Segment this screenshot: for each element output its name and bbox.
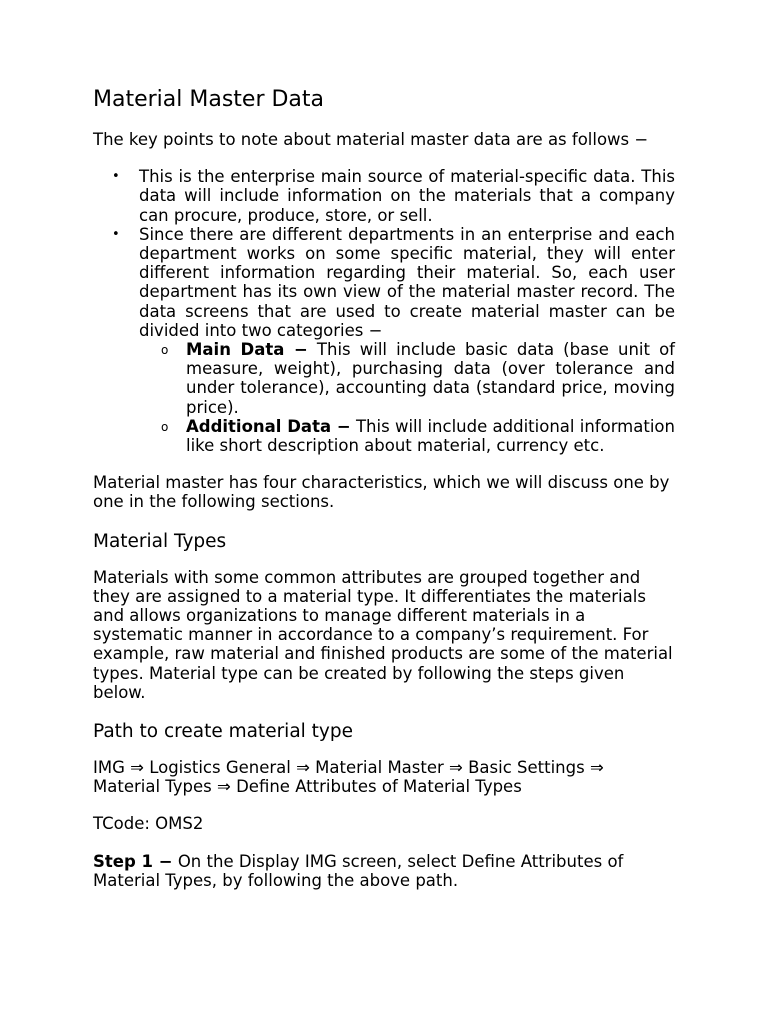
circle-bullet-icon: o	[161, 343, 169, 358]
tcode-text: TCode: OMS2	[93, 814, 204, 834]
path-heading: Path to create material type	[93, 721, 354, 743]
page-title: Material Master Data	[93, 87, 325, 112]
img-path-text: IMG ⇒ Logistics General ⇒ Material Master ⇒ Basic Settings ⇒ Material Types ⇒ Define Attributes of Material Types	[93, 758, 604, 797]
intro-paragraph: The key points to note about material master data are as follows −	[93, 130, 649, 149]
material-types-heading: Material Types	[93, 530, 227, 552]
main-data-text: This will include basic data (base unit of measure, weight), purchasing data (over tolerance and under tolerance), accounting data (standard price, moving price).	[186, 340, 675, 417]
characteristics-paragraph: Material master has four characteristics, which we will discuss one by one in the following sections.	[93, 473, 670, 512]
main-data-label: Main Data −	[186, 340, 308, 360]
list-item	[93, 225, 675, 455]
list-item	[93, 167, 675, 225]
additional-data-label: Additional Data −	[186, 416, 351, 436]
step-1-text: On the Display IMG screen, select Define Attributes of Material Types, by following the above path.	[93, 851, 624, 890]
step-1-paragraph	[93, 852, 675, 890]
step-1-label: Step 1 −	[93, 851, 173, 871]
sub-list-item	[139, 417, 675, 455]
circle-bullet-icon: o	[161, 419, 169, 434]
material-types-paragraph: Materials with some common attributes are grouped together and they are assigned to a material type. It differentiates the materials and allows organizations to manage different materials in a systematic manner in accordance to a company’s requirement. For example, raw material and finished products are some of the material types. Material type can be created by following the steps given below.	[93, 567, 673, 702]
document-content	[93, 86, 675, 908]
bullet-text: This is the enterprise main source of material-specific data. This data will include information on the materials that a company can procure, produce, store, or sell.	[139, 167, 675, 225]
bullet-text: Since there are different departments in an enterprise and each department works on some specific material, they will enter different information regarding their material. So, each user department has its own view of the material master record. The data screens that are used to create material master can be divided into two categories −	[139, 224, 675, 340]
bullet-icon: •	[112, 226, 120, 242]
sub-list-item	[139, 340, 675, 417]
key-points-list	[93, 167, 675, 455]
categories-sublist	[139, 340, 675, 455]
additional-data-text: This will include additional information like short description about material, currency etc.	[186, 416, 675, 456]
bullet-icon: •	[112, 169, 120, 185]
